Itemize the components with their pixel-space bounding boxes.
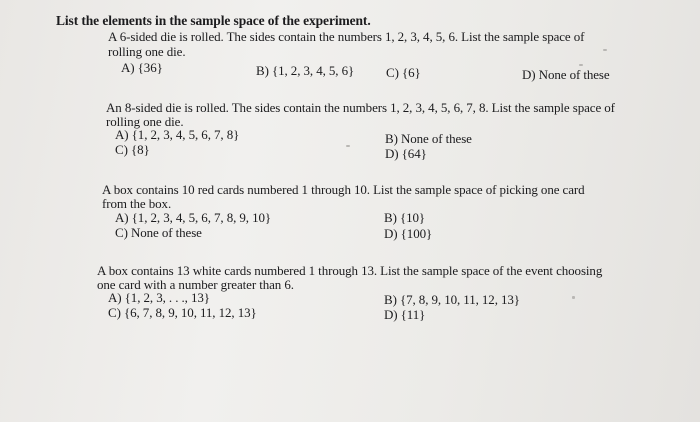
question-3-text-line-2: from the box.: [102, 196, 172, 211]
question-1-option-d[interactable]: D) None of these: [522, 67, 610, 82]
question-4-text-line-1: A box contains 13 white cards numbered 1 through 13. List the sample space of the event choosing: [97, 263, 603, 278]
question-1-option-a[interactable]: A) {36}: [121, 60, 163, 75]
question-2-text-line-2: rolling one die.: [106, 114, 184, 129]
question-2-option-c[interactable]: C) {8}: [115, 142, 150, 157]
question-1-option-b[interactable]: B) {1, 2, 3, 4, 5, 6}: [256, 63, 355, 78]
question-2-option-d[interactable]: D) {64}: [385, 146, 427, 161]
question-2-text-line-1: An 8-sided die is rolled. The sides contain the numbers 1, 2, 3, 4, 5, 6, 7, 8. List the sample space of: [106, 100, 615, 115]
question-2-option-b[interactable]: B) None of these: [385, 131, 472, 146]
question-3-option-a[interactable]: A) {1, 2, 3, 4, 5, 6, 7, 8, 9, 10}: [115, 210, 272, 225]
question-4-option-b[interactable]: B) {7, 8, 9, 10, 11, 12, 13}: [384, 292, 520, 307]
question-1-option-c[interactable]: C) {6}: [386, 65, 421, 80]
question-2-option-a[interactable]: A) {1, 2, 3, 4, 5, 6, 7, 8}: [115, 127, 240, 142]
question-1-text-line-1: A 6-sided die is rolled. The sides contain the numbers 1, 2, 3, 4, 5, 6. List the sample space of: [108, 29, 585, 44]
bleed-through-mark: [579, 64, 583, 66]
question-4-option-a[interactable]: A) {1, 2, 3, . . ., 13}: [108, 290, 210, 305]
question-3-option-c[interactable]: C) None of these: [115, 225, 202, 240]
page-heading: List the elements in the sample space of the experiment.: [56, 13, 371, 28]
question-4-option-c[interactable]: C) {6, 7, 8, 9, 10, 11, 12, 13}: [108, 305, 257, 320]
pencil-mark: [572, 296, 575, 299]
question-3-text-line-1: A box contains 10 red cards numbered 1 through 10. List the sample space of picking one card: [102, 182, 585, 197]
pencil-mark: [346, 145, 350, 147]
question-3-option-b[interactable]: B) {10}: [384, 210, 426, 225]
question-1-text-line-2: rolling one die.: [108, 44, 186, 59]
question-3-option-d[interactable]: D) {100}: [384, 226, 433, 241]
question-4-option-d[interactable]: D) {11}: [384, 307, 426, 322]
bleed-through-mark: [603, 49, 607, 51]
question-4-text-line-2: one card with a number greater than 6.: [97, 277, 294, 292]
